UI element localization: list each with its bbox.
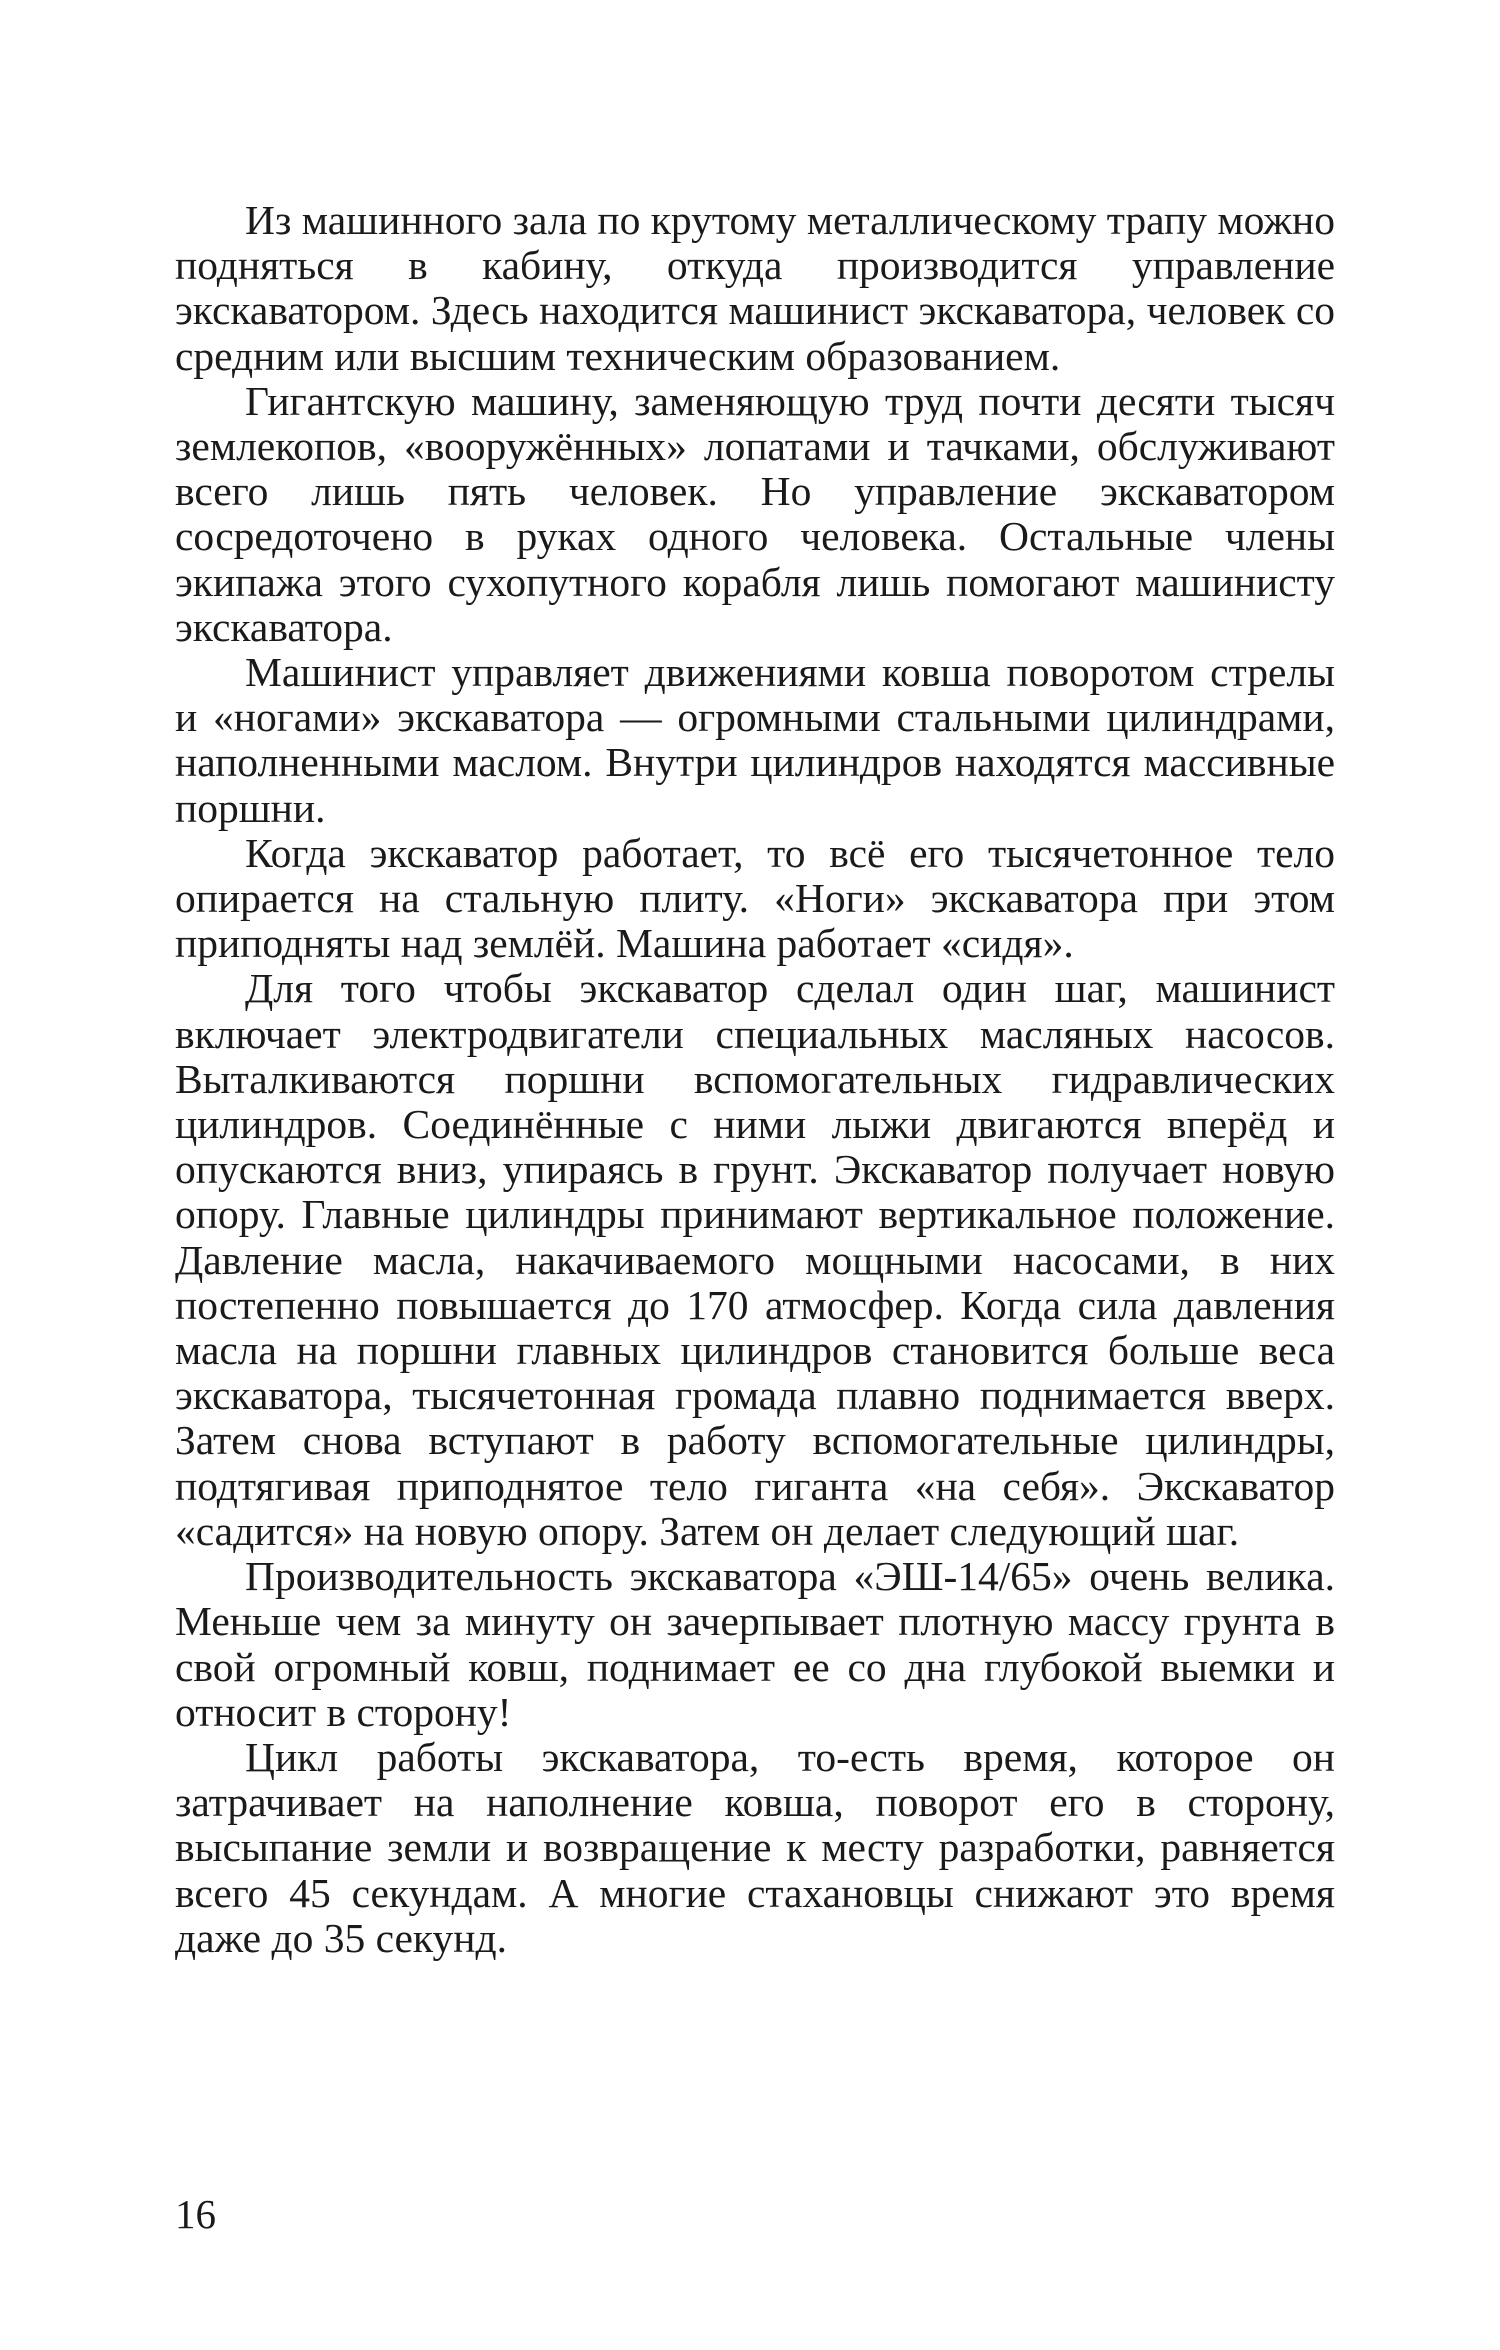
paragraph-7: Цикл работы экскаватора, то-есть время, которое он затрачивает на наполнение ковша, поворот его в сторону, высыпание земли и возвращение к месту разработки, равняется всего 45 секундам. А многие стахановцы снижают это время даже до 35 секунд. bbox=[175, 1733, 1335, 1961]
paragraph-4: Когда экскаватор работает, то всё его тысячетонное тело опирается на стальную плиту. «Ноги» экскаватора при этом приподняты над землёй. Машина работает «сидя». bbox=[175, 829, 1335, 967]
paragraph-3: Машинист управляет движениями ковша поворотом стрелы и «ногами» экскаватора — огромными стальными цилиндрами, наполненными маслом. Внутри цилиндров находятся массивные поршни. bbox=[175, 649, 1335, 831]
page-body bbox=[175, 198, 1335, 1961]
paragraph-5: Для того чтобы экскаватор сделал один шаг, машинист включает электродвигатели специальных масляных насосов. Выталкиваются поршни вспомогательных гидравлических цилиндров. Соединённые с ними лыжи двигаются вперёд и опускаются вниз, упираясь в грунт. Экскаватор получает новую опору. Главные цилиндры принимают вертикальное положение. Давление масла, накачиваемого мощными насосами, в них постепенно повышается до 170 атмосфер. Когда сила давления масла на поршни главных цилиндров становится больше веса экскаватора, тысячетонная громада плавно поднимается вверх. Затем снова вступают в работу вспомогательные цилиндры, подтягивая приподнятое тело гиганта «на себя». Экскаватор «садится» на новую опору. Затем он делает следующий шаг. bbox=[175, 965, 1335, 1554]
paragraph-2: Гигантскую машину, заменяющую труд почти десяти тысяч землекопов, «вооружённых» лопатами и тачками, обслуживают всего лишь пять человек. Но управление экскаватором сосредоточено в руках одного человека. Остальные члены экипажа этого сухопутного корабля лишь помогают машинисту экскаватора. bbox=[175, 377, 1335, 650]
paragraph-1: Из машинного зала по крутому металлическому трапу можно подняться в кабину, откуда производится управление экскаватором. Здесь находится машинист экскаватора, человек со средним или высшим техническим образованием. bbox=[175, 197, 1335, 379]
paragraph-6: Производительность экскаватора «ЭШ-14/65» очень велика. Меньше чем за минуту он зачерпывает плотную массу грунта в свой огромный ковш, поднимает ее со дна глубокой выемки и относит в сторону! bbox=[175, 1553, 1335, 1735]
page-number: 16 bbox=[175, 2191, 216, 2237]
